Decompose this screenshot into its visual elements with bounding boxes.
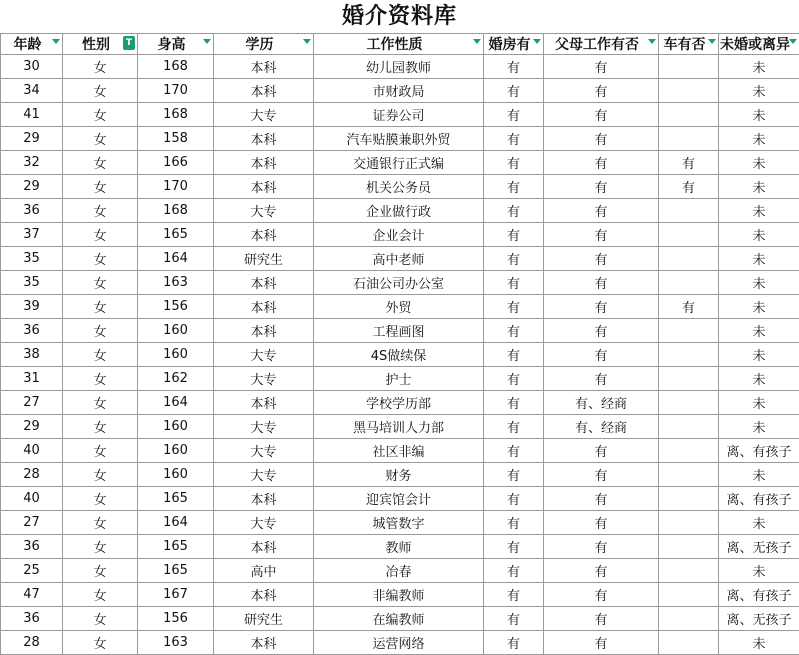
cell-height[interactable]: 156 [138, 607, 214, 631]
cell-job[interactable]: 石油公司办公室 [314, 271, 484, 295]
cell-age[interactable]: 28 [1, 631, 63, 655]
cell-gender[interactable]: 女 [63, 295, 138, 319]
cell-education[interactable]: 大专 [214, 415, 314, 439]
cell-age[interactable]: 40 [1, 439, 63, 463]
cell-age[interactable]: 29 [1, 127, 63, 151]
column-header-label: 性别 [63, 34, 137, 54]
cell-marital-home[interactable]: 有 [484, 439, 544, 463]
cell-marital-status[interactable]: 未 [719, 343, 799, 367]
cell-marital-status[interactable]: 离、有孩子 [719, 487, 799, 511]
table-row [1, 343, 799, 367]
cell-marital-home[interactable]: 有 [484, 103, 544, 127]
table-row [1, 439, 799, 463]
cell-marital-home[interactable]: 有 [484, 223, 544, 247]
cell-marital-home[interactable]: 有 [484, 631, 544, 655]
cell-gender[interactable]: 女 [63, 559, 138, 583]
cell-parents-job[interactable]: 有 [544, 103, 659, 127]
cell-gender[interactable]: 女 [63, 319, 138, 343]
cell-height[interactable]: 162 [138, 367, 214, 391]
cell-age[interactable]: 35 [1, 271, 63, 295]
table-row [1, 559, 799, 583]
cell-education[interactable]: 大专 [214, 511, 314, 535]
data-table [0, 33, 799, 655]
cell-age[interactable]: 47 [1, 583, 63, 607]
column-header-label: 父母工作有否 [544, 34, 658, 54]
table-row [1, 583, 799, 607]
cell-car[interactable] [659, 391, 719, 415]
cell-job[interactable]: 企业做行政 [314, 199, 484, 223]
cell-parents-job[interactable]: 有 [544, 439, 659, 463]
cell-car[interactable] [659, 631, 719, 655]
cell-age[interactable]: 27 [1, 391, 63, 415]
cell-job[interactable]: 汽车贴膜兼职外贸 [314, 127, 484, 151]
cell-gender[interactable]: 女 [63, 487, 138, 511]
cell-job[interactable]: 机关公务员 [314, 175, 484, 199]
cell-age[interactable]: 32 [1, 151, 63, 175]
cell-marital-home[interactable]: 有 [484, 247, 544, 271]
cell-job[interactable]: 4S做续保 [314, 343, 484, 367]
table-row [1, 463, 799, 487]
dropdown-icon[interactable] [789, 39, 797, 44]
cell-gender[interactable]: 女 [63, 367, 138, 391]
cell-age[interactable]: 36 [1, 319, 63, 343]
cell-marital-home[interactable]: 有 [484, 55, 544, 79]
cell-car[interactable] [659, 487, 719, 511]
column-header-label: 婚房有 [484, 34, 543, 54]
cell-car[interactable]: 有 [659, 295, 719, 319]
cell-height[interactable]: 160 [138, 343, 214, 367]
cell-marital-home[interactable]: 有 [484, 607, 544, 631]
cell-car[interactable] [659, 607, 719, 631]
dropdown-icon[interactable] [708, 39, 716, 44]
cell-gender[interactable]: 女 [63, 439, 138, 463]
cell-marital-status[interactable]: 未 [719, 367, 799, 391]
cell-height[interactable]: 165 [138, 559, 214, 583]
cell-car[interactable] [659, 415, 719, 439]
table-row [1, 391, 799, 415]
table-row [1, 247, 799, 271]
column-header-car[interactable] [659, 34, 719, 55]
cell-marital-status[interactable]: 未 [719, 463, 799, 487]
cell-age[interactable]: 25 [1, 559, 63, 583]
cell-height[interactable]: 168 [138, 103, 214, 127]
cell-marital-home[interactable]: 有 [484, 79, 544, 103]
cell-height[interactable]: 160 [138, 463, 214, 487]
cell-marital-home[interactable]: 有 [484, 487, 544, 511]
dropdown-icon[interactable] [203, 39, 211, 44]
column-header-label: 身高 [138, 34, 213, 54]
cell-marital-status[interactable]: 未 [719, 79, 799, 103]
cell-marital-status[interactable]: 未 [719, 103, 799, 127]
cell-marital-status[interactable]: 离、有孩子 [719, 439, 799, 463]
cell-education[interactable]: 本科 [214, 535, 314, 559]
cell-gender[interactable]: 女 [63, 103, 138, 127]
cell-marital-home[interactable]: 有 [484, 535, 544, 559]
cell-marital-home[interactable]: 有 [484, 463, 544, 487]
cell-job[interactable]: 在编教师 [314, 607, 484, 631]
cell-parents-job[interactable]: 有 [544, 319, 659, 343]
cell-gender[interactable]: 女 [63, 127, 138, 151]
table-row [1, 607, 799, 631]
cell-marital-status[interactable]: 未 [719, 391, 799, 415]
cell-education[interactable]: 本科 [214, 151, 314, 175]
cell-education[interactable]: 本科 [214, 487, 314, 511]
filter-active-icon[interactable]: T [123, 36, 135, 50]
cell-height[interactable]: 163 [138, 631, 214, 655]
cell-gender[interactable]: 女 [63, 175, 138, 199]
cell-marital-home[interactable]: 有 [484, 415, 544, 439]
cell-job[interactable]: 学校学历部 [314, 391, 484, 415]
cell-marital-status[interactable]: 未 [719, 55, 799, 79]
cell-parents-job[interactable]: 有、经商 [544, 391, 659, 415]
cell-parents-job[interactable]: 有 [544, 271, 659, 295]
cell-marital-home[interactable]: 有 [484, 559, 544, 583]
cell-gender[interactable]: 女 [63, 343, 138, 367]
cell-education[interactable]: 大专 [214, 367, 314, 391]
table-row [1, 535, 799, 559]
column-header-label: 车有否 [659, 34, 718, 54]
cell-education[interactable]: 本科 [214, 631, 314, 655]
dropdown-icon[interactable] [648, 39, 656, 44]
cell-age[interactable]: 41 [1, 103, 63, 127]
column-header-height[interactable] [138, 34, 214, 55]
cell-marital-home[interactable]: 有 [484, 127, 544, 151]
cell-education[interactable]: 本科 [214, 295, 314, 319]
cell-height[interactable]: 160 [138, 415, 214, 439]
cell-job[interactable]: 交通银行正式编 [314, 151, 484, 175]
column-header-gender[interactable] [63, 34, 138, 55]
cell-height[interactable]: 164 [138, 511, 214, 535]
cell-car[interactable] [659, 79, 719, 103]
table-row [1, 55, 799, 79]
cell-parents-job[interactable]: 有 [544, 223, 659, 247]
cell-marital-status[interactable]: 未 [719, 415, 799, 439]
cell-height[interactable]: 164 [138, 247, 214, 271]
dropdown-icon[interactable] [533, 39, 541, 44]
cell-job[interactable]: 高中老师 [314, 247, 484, 271]
cell-parents-job[interactable]: 有 [544, 295, 659, 319]
cell-education[interactable]: 大专 [214, 439, 314, 463]
cell-height[interactable]: 160 [138, 439, 214, 463]
cell-parents-job[interactable]: 有 [544, 199, 659, 223]
cell-education[interactable]: 大专 [214, 343, 314, 367]
column-header-label: 未婚或离异 [719, 34, 799, 54]
cell-job[interactable]: 外贸 [314, 295, 484, 319]
cell-education[interactable]: 本科 [214, 271, 314, 295]
cell-job[interactable]: 护士 [314, 367, 484, 391]
cell-parents-job[interactable]: 有 [544, 151, 659, 175]
cell-car[interactable] [659, 103, 719, 127]
cell-car[interactable] [659, 439, 719, 463]
cell-job[interactable]: 幼儿园教师 [314, 55, 484, 79]
cell-education[interactable]: 研究生 [214, 247, 314, 271]
column-header-job[interactable] [314, 34, 484, 55]
cell-job[interactable]: 企业会计 [314, 223, 484, 247]
cell-gender[interactable]: 女 [63, 247, 138, 271]
table-row [1, 79, 799, 103]
cell-height[interactable]: 165 [138, 223, 214, 247]
cell-marital-status[interactable]: 未 [719, 151, 799, 175]
cell-height[interactable]: 165 [138, 487, 214, 511]
cell-marital-home[interactable]: 有 [484, 367, 544, 391]
cell-parents-job[interactable]: 有 [544, 583, 659, 607]
cell-marital-status[interactable]: 未 [719, 199, 799, 223]
cell-height[interactable]: 163 [138, 271, 214, 295]
cell-parents-job[interactable]: 有 [544, 367, 659, 391]
cell-age[interactable]: 29 [1, 175, 63, 199]
column-header-marital-status[interactable] [719, 34, 799, 55]
cell-height[interactable]: 168 [138, 55, 214, 79]
cell-car[interactable] [659, 247, 719, 271]
cell-education[interactable]: 本科 [214, 319, 314, 343]
column-header-label: 年龄 [1, 34, 62, 54]
cell-age[interactable]: 30 [1, 55, 63, 79]
cell-education[interactable]: 本科 [214, 79, 314, 103]
cell-height[interactable]: 158 [138, 127, 214, 151]
cell-marital-status[interactable]: 未 [719, 511, 799, 535]
cell-education[interactable]: 本科 [214, 127, 314, 151]
table-row [1, 367, 799, 391]
cell-parents-job[interactable]: 有 [544, 559, 659, 583]
cell-car[interactable] [659, 223, 719, 247]
cell-gender[interactable]: 女 [63, 631, 138, 655]
dropdown-icon[interactable] [473, 39, 481, 44]
cell-marital-status[interactable]: 未 [719, 319, 799, 343]
cell-parents-job[interactable]: 有 [544, 127, 659, 151]
cell-car[interactable] [659, 367, 719, 391]
cell-marital-status[interactable]: 未 [719, 223, 799, 247]
cell-parents-job[interactable]: 有 [544, 79, 659, 103]
column-header-parents-job[interactable] [544, 34, 659, 55]
cell-gender[interactable]: 女 [63, 415, 138, 439]
table-row [1, 631, 799, 655]
cell-marital-status[interactable]: 未 [719, 247, 799, 271]
cell-education[interactable]: 研究生 [214, 607, 314, 631]
cell-car[interactable] [659, 511, 719, 535]
table-row [1, 511, 799, 535]
header-row [1, 34, 799, 55]
dropdown-icon[interactable] [52, 39, 60, 44]
cell-marital-home[interactable]: 有 [484, 175, 544, 199]
cell-marital-status[interactable]: 未 [719, 559, 799, 583]
cell-gender[interactable]: 女 [63, 223, 138, 247]
cell-age[interactable]: 31 [1, 367, 63, 391]
cell-height[interactable]: 156 [138, 295, 214, 319]
table-row [1, 151, 799, 175]
cell-parents-job[interactable]: 有 [544, 631, 659, 655]
table-row [1, 175, 799, 199]
cell-job[interactable]: 冶春 [314, 559, 484, 583]
cell-marital-home[interactable]: 有 [484, 583, 544, 607]
cell-car[interactable] [659, 559, 719, 583]
cell-marital-status[interactable]: 未 [719, 295, 799, 319]
cell-height[interactable]: 170 [138, 175, 214, 199]
cell-marital-home[interactable]: 有 [484, 391, 544, 415]
cell-marital-status[interactable]: 未 [719, 175, 799, 199]
cell-gender[interactable]: 女 [63, 79, 138, 103]
cell-marital-status[interactable]: 未 [719, 127, 799, 151]
cell-height[interactable]: 167 [138, 583, 214, 607]
cell-height[interactable]: 166 [138, 151, 214, 175]
cell-age[interactable]: 34 [1, 79, 63, 103]
cell-gender[interactable]: 女 [63, 511, 138, 535]
cell-age[interactable]: 35 [1, 247, 63, 271]
column-header-age[interactable] [1, 34, 63, 55]
table-row [1, 199, 799, 223]
table-row [1, 487, 799, 511]
cell-marital-home[interactable]: 有 [484, 199, 544, 223]
cell-marital-home[interactable]: 有 [484, 295, 544, 319]
cell-car[interactable] [659, 271, 719, 295]
cell-gender[interactable]: 女 [63, 391, 138, 415]
cell-age[interactable]: 36 [1, 535, 63, 559]
cell-age[interactable]: 28 [1, 463, 63, 487]
cell-gender[interactable]: 女 [63, 199, 138, 223]
cell-parents-job[interactable]: 有 [544, 511, 659, 535]
cell-marital-home[interactable]: 有 [484, 343, 544, 367]
cell-parents-job[interactable]: 有 [544, 247, 659, 271]
cell-gender[interactable]: 女 [63, 151, 138, 175]
table-row [1, 295, 799, 319]
cell-education[interactable]: 本科 [214, 391, 314, 415]
table-row [1, 319, 799, 343]
cell-height[interactable]: 165 [138, 535, 214, 559]
cell-car[interactable] [659, 55, 719, 79]
cell-height[interactable]: 168 [138, 199, 214, 223]
cell-age[interactable]: 29 [1, 415, 63, 439]
cell-age[interactable]: 37 [1, 223, 63, 247]
cell-education[interactable]: 大专 [214, 463, 314, 487]
cell-height[interactable]: 160 [138, 319, 214, 343]
cell-marital-status[interactable]: 未 [719, 271, 799, 295]
cell-car[interactable]: 有 [659, 151, 719, 175]
table-row [1, 223, 799, 247]
cell-car[interactable] [659, 127, 719, 151]
cell-job[interactable]: 市财政局 [314, 79, 484, 103]
column-header-label: 学历 [214, 34, 313, 54]
cell-parents-job[interactable]: 有 [544, 55, 659, 79]
cell-gender[interactable]: 女 [63, 583, 138, 607]
cell-education[interactable]: 大专 [214, 199, 314, 223]
table-row [1, 415, 799, 439]
cell-gender[interactable]: 女 [63, 271, 138, 295]
cell-job[interactable]: 工程画图 [314, 319, 484, 343]
cell-car[interactable]: 有 [659, 175, 719, 199]
cell-marital-status[interactable]: 离、有孩子 [719, 583, 799, 607]
table-row [1, 103, 799, 127]
cell-age[interactable]: 39 [1, 295, 63, 319]
cell-job[interactable]: 非编教师 [314, 583, 484, 607]
cell-education[interactable]: 大专 [214, 103, 314, 127]
cell-job[interactable]: 证券公司 [314, 103, 484, 127]
table-body [1, 55, 799, 655]
cell-parents-job[interactable]: 有 [544, 175, 659, 199]
cell-parents-job[interactable]: 有 [544, 535, 659, 559]
cell-gender[interactable]: 女 [63, 463, 138, 487]
cell-education[interactable]: 高中 [214, 559, 314, 583]
cell-marital-status[interactable]: 未 [719, 631, 799, 655]
cell-job[interactable]: 迎宾馆会计 [314, 487, 484, 511]
cell-marital-status[interactable]: 离、无孩子 [719, 607, 799, 631]
cell-height[interactable]: 170 [138, 79, 214, 103]
cell-car[interactable] [659, 463, 719, 487]
sheet-title: 婚介资料库 [0, 0, 799, 33]
cell-job[interactable]: 财务 [314, 463, 484, 487]
cell-age[interactable]: 36 [1, 199, 63, 223]
cell-marital-home[interactable]: 有 [484, 511, 544, 535]
cell-age[interactable]: 27 [1, 511, 63, 535]
cell-education[interactable]: 本科 [214, 55, 314, 79]
cell-car[interactable] [659, 535, 719, 559]
cell-car[interactable] [659, 199, 719, 223]
cell-marital-home[interactable]: 有 [484, 271, 544, 295]
cell-job[interactable]: 城管数字 [314, 511, 484, 535]
cell-marital-home[interactable]: 有 [484, 151, 544, 175]
cell-job[interactable]: 教师 [314, 535, 484, 559]
cell-job[interactable]: 黑马培训人力部 [314, 415, 484, 439]
cell-car[interactable] [659, 343, 719, 367]
column-header-label: 工作性质 [314, 34, 483, 54]
cell-parents-job[interactable]: 有 [544, 343, 659, 367]
cell-parents-job[interactable]: 有、经商 [544, 415, 659, 439]
cell-age[interactable]: 40 [1, 487, 63, 511]
cell-education[interactable]: 本科 [214, 583, 314, 607]
cell-gender[interactable]: 女 [63, 607, 138, 631]
table-row [1, 271, 799, 295]
cell-marital-status[interactable]: 离、无孩子 [719, 535, 799, 559]
table-row [1, 127, 799, 151]
cell-gender[interactable]: 女 [63, 55, 138, 79]
cell-gender[interactable]: 女 [63, 535, 138, 559]
cell-height[interactable]: 164 [138, 391, 214, 415]
cell-job[interactable]: 社区非编 [314, 439, 484, 463]
cell-age[interactable]: 36 [1, 607, 63, 631]
cell-age[interactable]: 38 [1, 343, 63, 367]
cell-marital-home[interactable]: 有 [484, 319, 544, 343]
cell-job[interactable]: 运营网络 [314, 631, 484, 655]
cell-parents-job[interactable]: 有 [544, 607, 659, 631]
cell-parents-job[interactable]: 有 [544, 463, 659, 487]
cell-car[interactable] [659, 319, 719, 343]
column-header-education[interactable] [214, 34, 314, 55]
cell-car[interactable] [659, 583, 719, 607]
cell-parents-job[interactable]: 有 [544, 487, 659, 511]
dropdown-icon[interactable] [303, 39, 311, 44]
cell-education[interactable]: 本科 [214, 223, 314, 247]
cell-education[interactable]: 本科 [214, 175, 314, 199]
column-header-marital-home[interactable] [484, 34, 544, 55]
